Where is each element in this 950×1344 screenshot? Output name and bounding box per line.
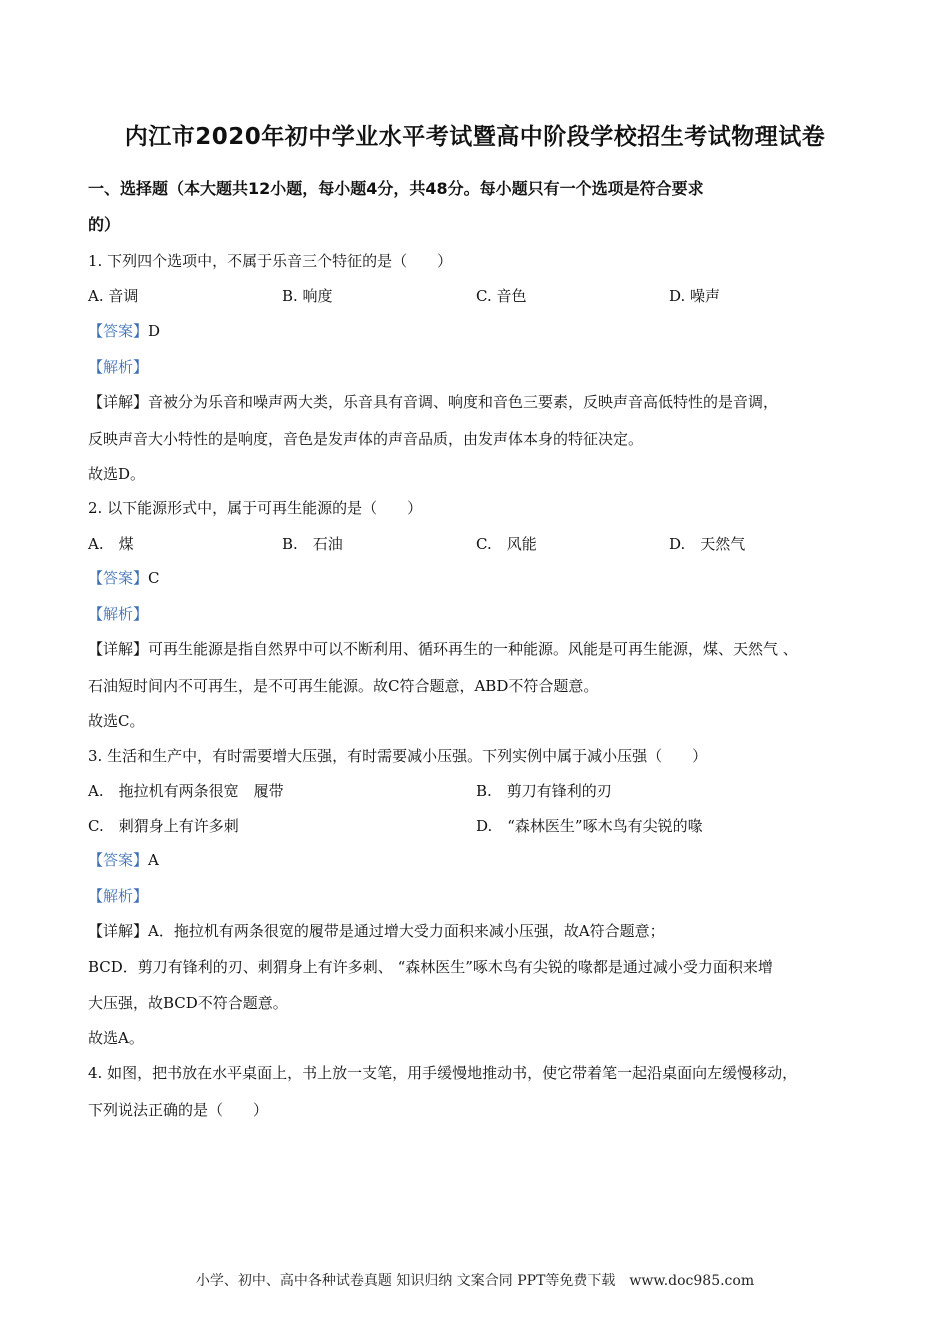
answer-line [88, 567, 160, 588]
answer-value: A [148, 851, 159, 869]
detail-line [88, 638, 798, 659]
question-stem: 2. 以下能源形式中，属于可再生能源的是（ ） [88, 499, 423, 517]
conclusion: 故选D。 [88, 465, 146, 483]
option-a: A. 拖拉机有两条很宽 履带 [88, 782, 284, 800]
answer-value: C [148, 569, 160, 587]
option-a: A. 煤 [88, 535, 134, 553]
option-c: C. 风能 [476, 535, 537, 553]
option-b: B. 响度 [282, 287, 333, 305]
analysis-label: 【解析】 [88, 887, 149, 905]
detail-text: 可再生能源是指自然界中可以不断利用、循环再生的一种能源。风能是可再生能源，煤、天然气 、 [148, 640, 798, 658]
option-c: C. 音色 [476, 287, 527, 305]
detail-label: 【详解】 [88, 640, 149, 658]
conclusion: 故选C。 [88, 712, 145, 730]
option-b: B. 石油 [282, 535, 343, 553]
section-heading-line1: 一、选择题（本大题共12小题，每小题4分，共48分。每小题只有一个选项是符合要求 [88, 179, 704, 198]
detail-text-3: 大压强，故BCD不符合题意。 [88, 994, 288, 1012]
detail-label: 【详解】 [88, 922, 149, 940]
detail-text-2: 石油短时间内不可再生，是不可再生能源。故C符合题意，ABD不符合题意。 [88, 677, 599, 695]
answer-line [88, 320, 160, 341]
answer-label: 【答案】 [88, 851, 149, 869]
option-c: C. 刺猬身上有许多刺 [88, 817, 239, 835]
detail-line [88, 391, 778, 412]
question-stem-2: 下列说法正确的是（ ） [88, 1101, 269, 1119]
detail-text-2: 反映声音大小特性的是响度，音色是发声体的声音品质，由发声体本身的特征决定。 [88, 430, 644, 448]
section-heading-line2: 的） [88, 215, 121, 234]
footer-note: 小学、初中、高中各种试卷真题 知识归纳 文案合同 PPT等免费下载 www.doc985.com [195, 1273, 755, 1289]
answer-label: 【答案】 [88, 569, 149, 587]
question-stem: 4. 如图，把书放在水平桌面上，书上放一支笔，用手缓慢地推动书，使它带着笔一起沿桌面向左缓慢移动， [88, 1064, 798, 1082]
detail-label: 【详解】 [88, 393, 149, 411]
question-stem: 1. 下列四个选项中，不属于乐音三个特征的是（ ） [88, 252, 453, 270]
question-stem: 3. 生活和生产中，有时需要增大压强，有时需要减小压强。下列实例中属于减小压强（ ） [88, 747, 708, 765]
answer-label: 【答案】 [88, 322, 149, 340]
answer-line [88, 849, 159, 870]
detail-text: A．拖拉机有两条很宽的履带是通过增大受力面积来减小压强，故A符合题意； [148, 922, 665, 940]
detail-line [88, 920, 665, 941]
option-d: D. 天然气 [669, 535, 746, 553]
answer-value: D [148, 322, 161, 340]
option-b: B. 剪刀有锋利的刃 [476, 782, 612, 800]
page-title: 内江市2020年初中学业水平考试暨高中阶段学校招生考试物理试卷 [124, 124, 826, 150]
option-d: D. “森林医生”啄木鸟有尖锐的喙 [476, 817, 703, 835]
analysis-label: 【解析】 [88, 358, 149, 376]
detail-text: 音被分为乐音和噪声两大类，乐音具有音调、响度和音色三要素，反映声音高低特性的是音调， [148, 393, 779, 411]
option-a: A. 音调 [88, 287, 139, 305]
analysis-label: 【解析】 [88, 605, 149, 623]
detail-text-2: BCD．剪刀有锋利的刃、刺猬身上有许多刺、 “森林医生”啄木鸟有尖锐的喙都是通过减小受力面积来增 [88, 958, 773, 976]
conclusion: 故选A。 [88, 1029, 144, 1047]
option-d: D. 噪声 [669, 287, 721, 305]
